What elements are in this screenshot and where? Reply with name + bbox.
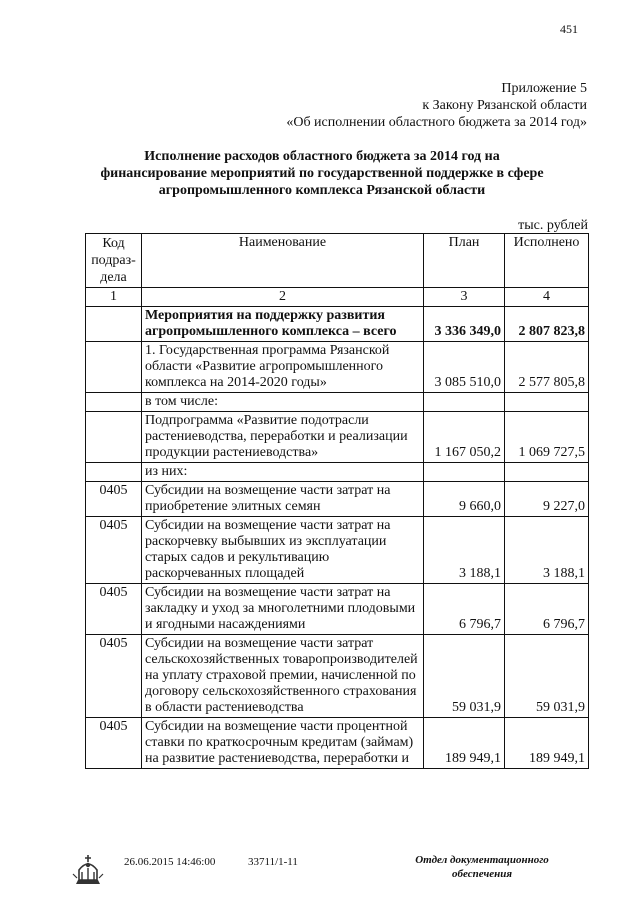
page-number: 451 (560, 22, 578, 36)
cell-code: 0405 (86, 517, 142, 584)
cell-done: 1 069 727,5 (505, 412, 589, 463)
index-cell: 3 (424, 288, 505, 307)
header-code-line-2: подраз- (91, 253, 136, 268)
table-row (86, 307, 589, 342)
cell-plan (424, 463, 505, 482)
cell-name: 1. Государственная программа Рязанской области «Развитие агропромышленного комплекса на 2014-2020 годы» (142, 342, 424, 393)
cell-done: 59 031,9 (505, 635, 589, 718)
cell-plan: 9 660,0 (424, 482, 505, 517)
footer-department-line-1: Отдел документационного (415, 854, 549, 866)
cell-plan: 3 336 349,0 (424, 307, 505, 342)
cell-name: Субсидии на возмещение части затрат на раскорчевку выбывших из эксплуатации старых садов и рекультивацию раскорчеванных площадей (142, 517, 424, 584)
cell-plan: 3 188,1 (424, 517, 505, 584)
table-row (86, 517, 589, 584)
cell-done (505, 463, 589, 482)
table-index-row (86, 288, 589, 307)
index-cell: 1 (86, 288, 142, 307)
header-code-line-1: Код (102, 236, 125, 251)
cell-done: 6 796,7 (505, 584, 589, 635)
cell-plan: 1 167 050,2 (424, 412, 505, 463)
cell-plan (424, 393, 505, 412)
table-row (86, 342, 589, 393)
cell-name: Субсидии на возмещение части затрат на приобретение элитных семян (142, 482, 424, 517)
cell-done: 2 577 805,8 (505, 342, 589, 393)
table-row (86, 393, 589, 412)
cell-plan: 6 796,7 (424, 584, 505, 635)
cell-done: 3 188,1 (505, 517, 589, 584)
table-row (86, 412, 589, 463)
cell-code: 0405 (86, 584, 142, 635)
title-line-1: Исполнение расходов областного бюджета за 2014 год на (144, 149, 500, 164)
cell-code (86, 342, 142, 393)
table-row (86, 635, 589, 718)
document-title (90, 148, 554, 199)
cell-plan: 3 085 510,0 (424, 342, 505, 393)
cell-plan: 189 949,1 (424, 718, 505, 769)
cell-code (86, 412, 142, 463)
table-header-row (86, 234, 589, 288)
cell-done (505, 393, 589, 412)
cell-name: Мероприятия на поддержку развития агропромышленного комплекса – всего (142, 307, 424, 342)
table-row (86, 718, 589, 769)
title-line-3: агропромышленного комплекса Рязанской области (158, 183, 486, 198)
cell-code: 0405 (86, 718, 142, 769)
cell-code (86, 463, 142, 482)
table-row (86, 482, 589, 517)
header-done: Исполнено (505, 234, 589, 288)
header-code-line-3: дела (100, 270, 127, 285)
title-line-2: финансирование мероприятий по государственной поддержке в сфере (100, 166, 544, 181)
cell-done: 2 807 823,8 (505, 307, 589, 342)
table-row (86, 584, 589, 635)
cell-name: Подпрограмма «Развитие подотрасли растениеводства, переработки и реализации продукции растениеводства» (142, 412, 424, 463)
cell-name: в том числе: (142, 393, 424, 412)
index-cell: 4 (505, 288, 589, 307)
header-code (86, 234, 142, 288)
cell-code (86, 393, 142, 412)
header-plan: План (424, 234, 505, 288)
cell-done: 9 227,0 (505, 482, 589, 517)
index-cell: 2 (142, 288, 424, 307)
cell-name: Субсидии на возмещение части затрат на закладку и уход за многолетними плодовыми и ягодными насаждениями (142, 584, 424, 635)
cell-code: 0405 (86, 482, 142, 517)
table-row (86, 463, 589, 482)
units-label: тыс. рублей (518, 218, 588, 233)
header-name: Наименование (142, 234, 424, 288)
cell-code: 0405 (86, 635, 142, 718)
cell-code (86, 307, 142, 342)
cell-done: 189 949,1 (505, 718, 589, 769)
footer-document-number: 33711/1-11 (248, 856, 298, 868)
footer-department-line-2: обеспечения (451, 868, 512, 880)
cell-name: Субсидии на возмещение части процентной ставки по краткосрочным кредитам (займам) на развитие растениеводства, переработки и (142, 718, 424, 769)
regional-coat-of-arms-icon (68, 850, 108, 886)
budget-table (85, 233, 589, 769)
cell-name: из них: (142, 463, 424, 482)
footer-timestamp: 26.06.2015 14:46:00 (124, 856, 216, 868)
appendix-law-title: «Об исполнении областного бюджета за 2014 год» (286, 115, 587, 130)
appendix-label: Приложение 5 (501, 81, 587, 96)
cell-plan: 59 031,9 (424, 635, 505, 718)
cell-name: Субсидии на возмещение части затрат сельскохозяйственных товаропроизводителей на уплату страховой премии, начисленной по договору сельскохозяйственного страхования в области растениеводства (142, 635, 424, 718)
footer-department (412, 853, 552, 881)
appendix-law-reference: к Закону Рязанской области (422, 98, 587, 113)
